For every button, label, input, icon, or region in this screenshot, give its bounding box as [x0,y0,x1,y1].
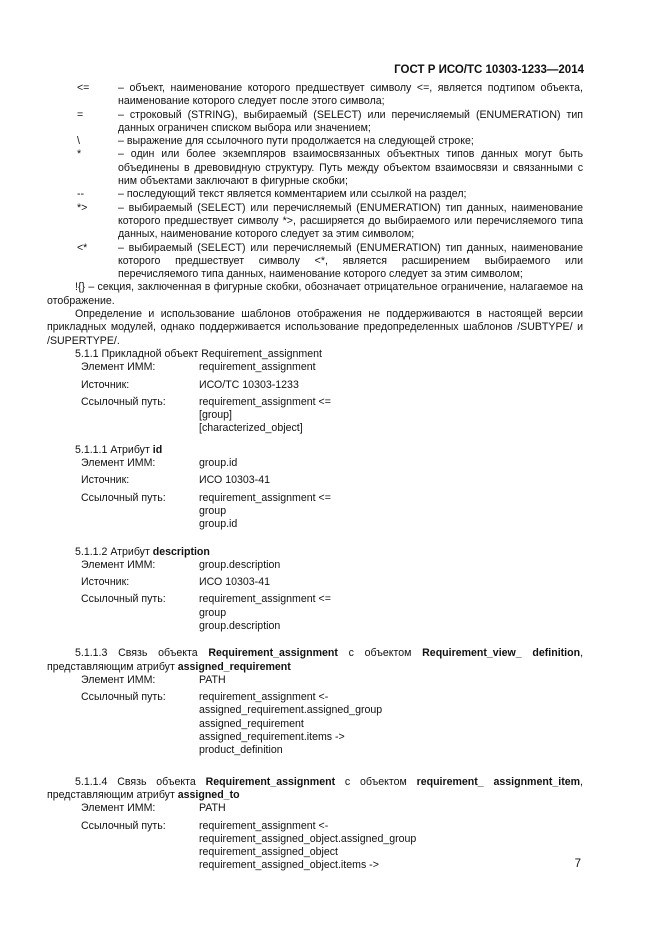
refpath-value [199,593,583,633]
mapping-row [47,474,583,487]
page-number: 7 [574,858,581,870]
source-value: ИСО 10303-41 [199,474,270,487]
symbol: = [77,108,84,121]
path-line: assigned_requirement [199,717,304,730]
element-value: PATH [199,802,226,815]
symbol-definition [47,82,583,109]
section-title-5-1-1: 5.1.1 Прикладной объект Requirement_assignment [75,347,322,360]
refpath-value [199,820,583,873]
path-line: group [199,606,227,619]
element-label: Элемент ИММ: [81,802,156,815]
symbol-text: – выбираемый (SELECT) или перечисляемый (ENUMERATION) тип данных, наименование которого предшествует символу <*, является расширением выбираемого или перечисляемого типа данных, наименование которого следует за этим символом; [118,241,583,281]
symbol: <= [77,82,90,94]
path-line: requirement_assignment <= [199,593,331,606]
symbol-text: – объект, наименование которого предшествует символу <=, является подтипом объекта, наименование которого следует после этого символа; [118,82,583,108]
symbol: * [77,148,82,161]
symbol: \ [77,135,80,148]
element-value: PATH [199,673,226,686]
path-line: requirement_assignment <- [199,819,329,832]
path-line: group.description [199,619,281,632]
refpath-label: Ссылочный путь: [81,491,166,504]
refpath-label: Ссылочный путь: [81,395,166,408]
path-line: requirement_assigned_object.items -> [199,859,379,872]
refpath-label: Ссылочный путь: [81,819,166,832]
source-label: Источник: [81,576,130,589]
path-line: product_definition [199,744,283,757]
mapping-row [47,396,583,436]
refpath-label: Ссылочный путь: [81,691,166,704]
symbol-definition [47,109,583,136]
section-title-5-1-1-2: 5.1.1.2 Атрибут description [75,545,210,558]
refpath-value [199,492,583,532]
refpath-value [199,396,583,436]
element-value: requirement_assignment [199,361,316,374]
mapping-row [47,802,583,815]
section-title-5-1-1-4: 5.1.1.4 Связь объекта Requirement_assignment с объектом requirement_ assignment_item, представляющим атрибут assigned_to [47,775,583,801]
symbol-definition [47,242,583,282]
mapping-row [47,492,583,532]
element-label: Элемент ИММ: [81,673,156,686]
path-line: requirement_assignment <= [199,395,331,408]
element-label: Элемент ИММ: [81,361,156,374]
symbol: <* [77,241,88,254]
symbol-text: – выбираемый (SELECT) или перечисляемый (ENUMERATION) тип данных, наименование которого предшествует символу *>, расширяется до выбираемого или перечисляемого типа данных, наименование которого следует за этим символом; [118,201,583,241]
mapping-row [47,361,583,374]
mapping-row [47,379,583,392]
negative-constraint-paragraph: !{} – секция, заключенная в фигурные скобки, обозначает отрицательное ограничение, налагаемое на отображение. [47,281,583,307]
path-line: [characterized_object] [199,422,303,435]
element-label: Элемент ИММ: [81,457,156,470]
refpath-label: Ссылочный путь: [81,593,166,606]
source-label: Источник: [81,378,130,391]
path-line: requirement_assignment <- [199,691,329,704]
source-value: ИСО/ТС 10303-1233 [199,378,299,391]
mapping-row [47,820,583,873]
symbol-text: – строковый (STRING), выбираемый (SELECT) или перечисляемый (ENUMERATION) тип данных ограничен списком выбора или значением; [118,108,583,134]
path-line: assigned_requirement.assigned_group [199,704,383,717]
symbol-text: – выражение для ссылочного пути продолжается на следующей строке; [118,135,474,148]
path-line: assigned_requirement.items -> [199,731,345,744]
element-label: Элемент ИММ: [81,558,156,571]
symbol: -- [77,188,85,201]
section-title-5-1-1-3: 5.1.1.3 Связь объекта Requirement_assignment с объектом Requirement_view_ definition, представляющим атрибут assigned_requirement [47,647,584,673]
element-value: group.description [199,558,281,571]
mapping-row [47,576,583,589]
symbol-text: – последующий текст является комментарием или ссылкой на раздел; [118,188,467,201]
path-line: requirement_assigned_object [199,846,338,859]
source-label: Источник: [81,474,130,487]
path-line: requirement_assignment <= [199,491,331,504]
symbol-definition [47,148,583,188]
document-body [47,82,583,873]
refpath-value [199,691,583,757]
standard-header: ГОСТ Р ИСО/ТС 10303-1233—2014 [394,64,584,76]
symbol-definition [47,202,583,242]
mapping-row [47,593,583,633]
symbol-text: – один или более экземпляров взаимосвязанных объектных типов данных могут быть объединены в древовидную структуру. Путь между объектом взаимосвязи и связанными с ним объектами заключают в фигурные скобки; [118,148,583,188]
source-value: ИСО 10303-41 [199,576,270,589]
path-line: requirement_assigned_object.assigned_group [199,832,417,845]
mapping-row [47,674,583,687]
path-line: [group] [199,409,232,422]
path-line: group.id [199,518,238,531]
symbol-definition [47,135,583,148]
mapping-row [47,691,583,757]
symbol: *> [77,201,88,214]
path-line: group [199,504,227,517]
section-title-5-1-1-1: 5.1.1.1 Атрибут id [75,443,163,456]
templates-note-paragraph: Определение и использование шаблонов отображения не поддерживаются в настоящей версии прикладных модулей, однако поддерживается использование предопределенных шаблонов /SUBTYPE/ и /SUPERTYPE/. [47,308,583,347]
symbol-definition [47,188,583,201]
mapping-row [47,559,583,572]
element-value: group.id [199,457,238,470]
mapping-row [47,457,583,470]
